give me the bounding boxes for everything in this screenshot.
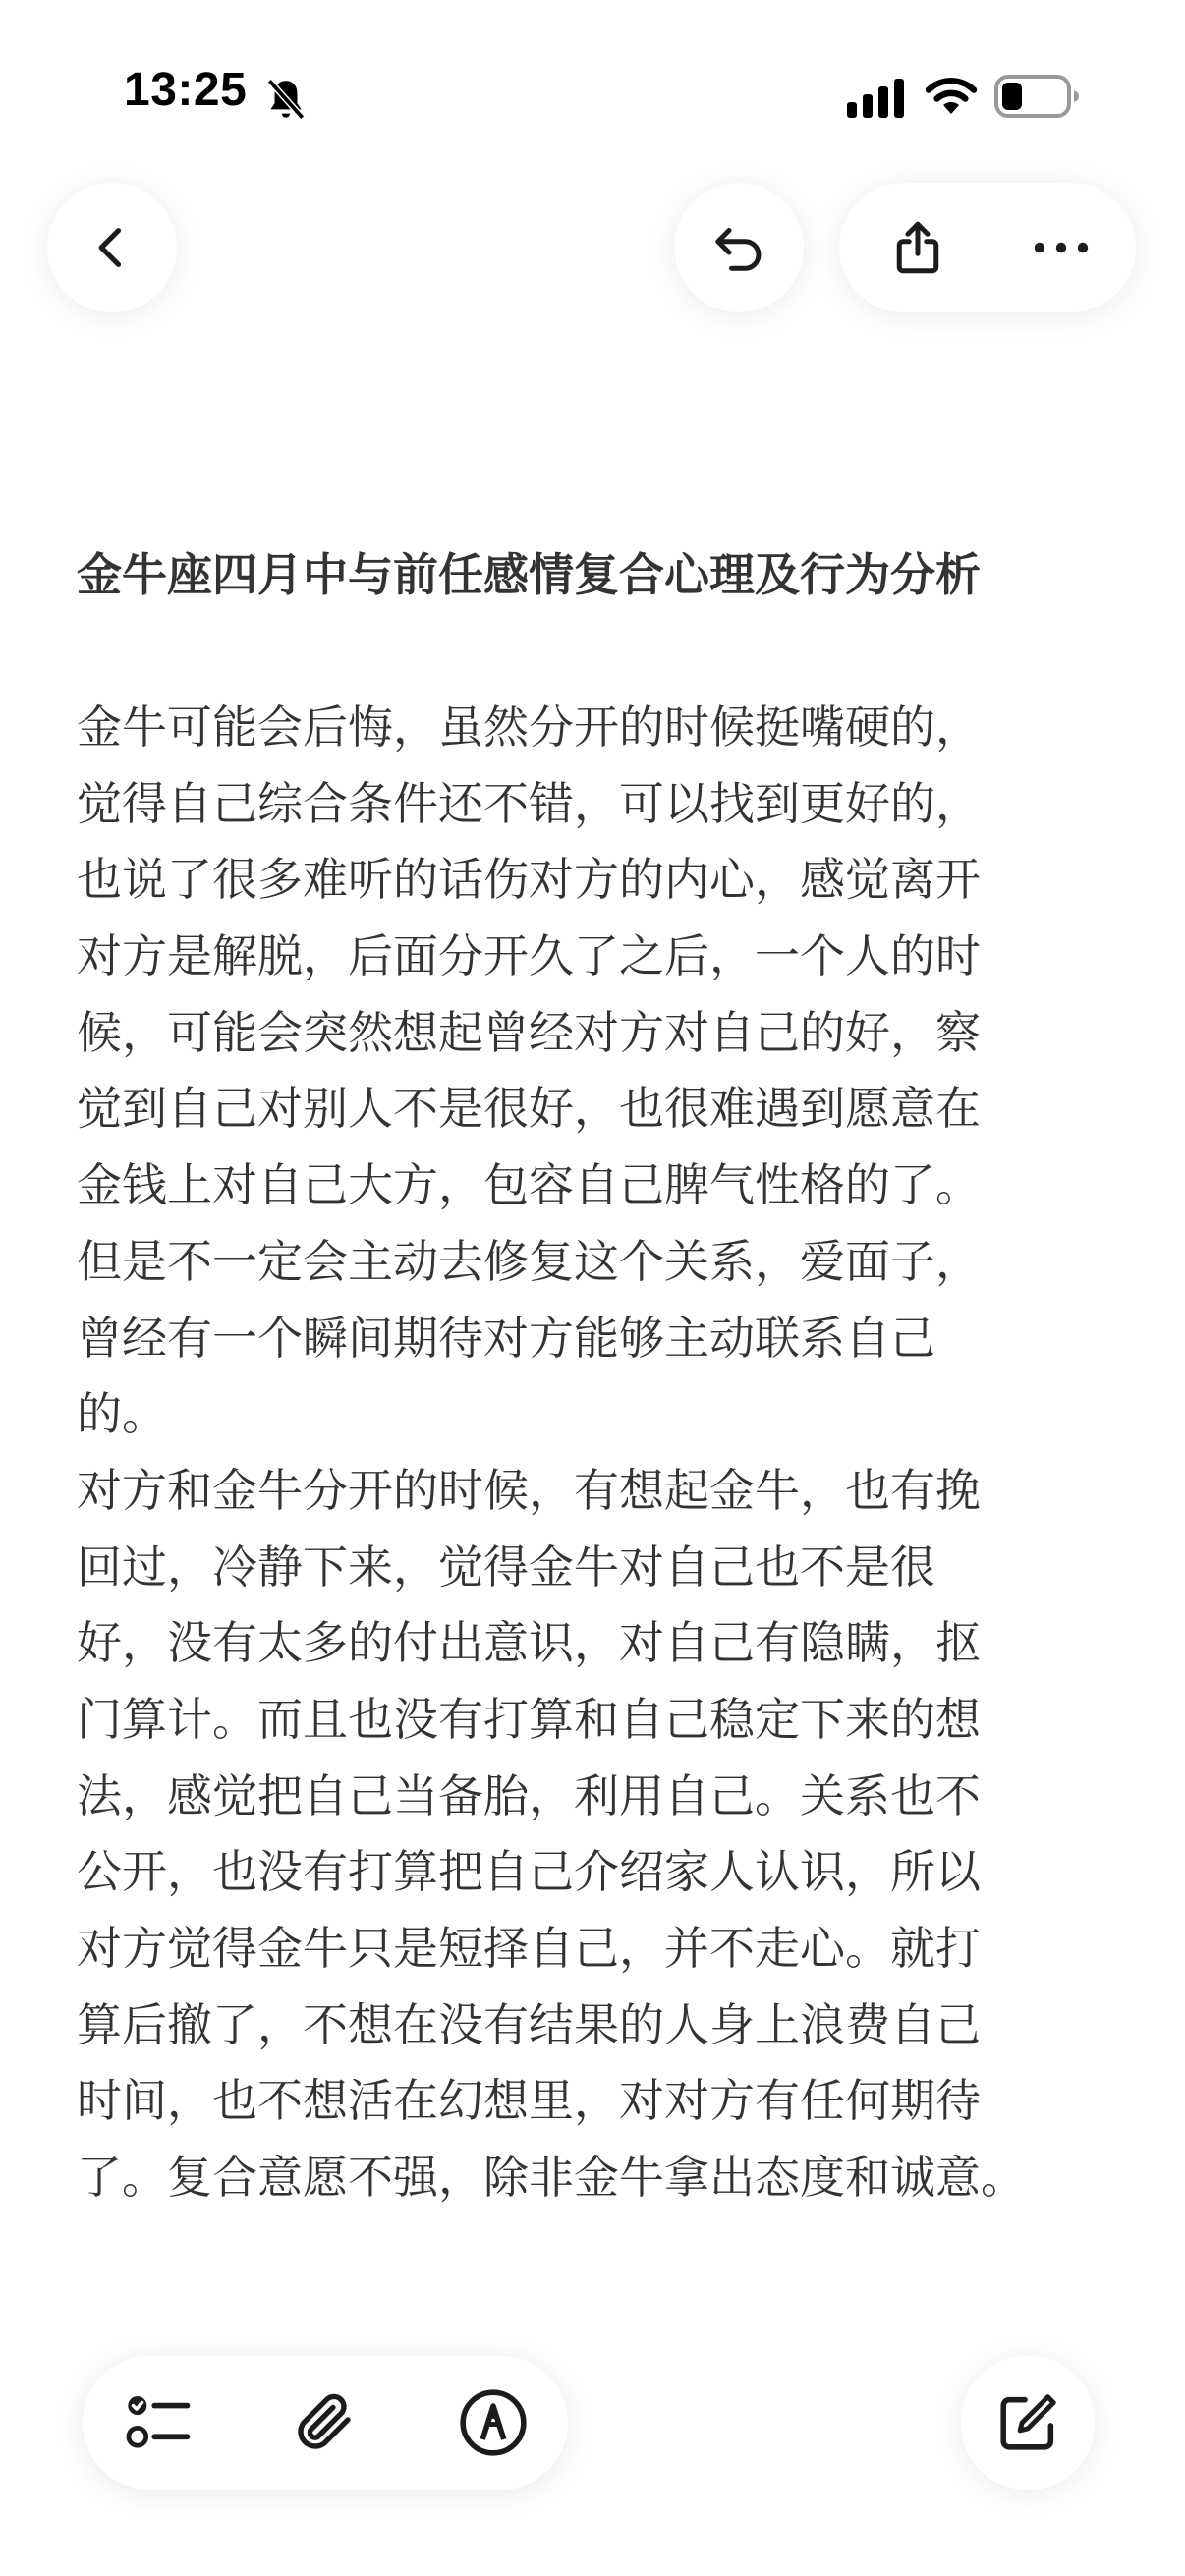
bottom-toolbar	[83, 2356, 568, 2490]
actions-group	[839, 183, 1136, 312]
status-time: 13:25	[124, 64, 248, 116]
share-button[interactable]	[873, 202, 963, 293]
note-line: 公开，也没有打算把自己介绍家人认识，所以	[77, 1845, 981, 1899]
note-line: 觉得自己综合条件还不错，可以找到更好的，	[77, 776, 981, 830]
note-line: 对方和金牛分开的时候，有想起金牛，也有挽	[77, 1463, 981, 1517]
markup-icon	[457, 2386, 530, 2459]
note-line: 金钱上对自己大方，包容自己脾气性格的了。	[77, 1158, 981, 1212]
checklist-button[interactable]	[116, 2380, 202, 2466]
note-title: 金牛座四月中与前任感情复合心理及行为分析	[77, 548, 981, 601]
battery-icon	[994, 75, 1081, 118]
note-line: 曾经有一个瞬间期待对方能够主动联系自己	[77, 1311, 935, 1365]
more-icon	[1030, 236, 1093, 259]
note-line: 好，没有太多的付出意识，对自己有隐瞒，抠	[77, 1616, 981, 1670]
note-line: 也说了很多难听的话伤对方的内心，感觉离开	[77, 853, 981, 907]
undo-icon	[709, 218, 768, 277]
markup-button[interactable]	[450, 2380, 536, 2466]
note-line: 门算计。而且也没有打算和自己稳定下来的想	[77, 1692, 981, 1746]
note-line: 了。复合意愿不强，除非金牛拿出态度和诚意。	[77, 2151, 1026, 2205]
back-chevron-icon	[86, 222, 138, 273]
attachment-icon	[289, 2387, 360, 2458]
wifi-icon	[924, 75, 979, 116]
checklist-icon	[122, 2385, 197, 2460]
undo-button[interactable]	[674, 183, 804, 312]
more-button[interactable]	[1016, 202, 1106, 293]
compose-icon	[993, 2388, 1062, 2457]
note-line: 但是不一定会主动去修复这个关系，爱面子，	[77, 1234, 981, 1288]
cellular-signal-icon	[847, 79, 908, 118]
note-line: 时间，也不想活在幻想里，对对方有任何期待	[77, 2074, 981, 2128]
note-line: 觉到自己对别人不是很好，也很难遇到愿意在	[77, 1082, 981, 1136]
share-icon	[888, 218, 947, 277]
note-line: 金牛可能会后悔，虽然分开的时候挺嘴硬的，	[77, 700, 981, 754]
note-line: 候，可能会突然想起曾经对方对自己的好，察	[77, 1005, 981, 1059]
note-line: 回过，冷静下来，觉得金牛对自己也不是很	[77, 1540, 935, 1594]
attachment-button[interactable]	[281, 2380, 367, 2466]
note-line: 算后撤了，不想在没有结果的人身上浪费自己	[77, 1997, 981, 2051]
bell-off-icon	[261, 75, 310, 124]
note-line: 对方觉得金牛只是短择自己，并不走心。就打	[77, 1922, 981, 1975]
note-body	[77, 690, 1118, 2216]
compose-button[interactable]	[961, 2356, 1095, 2490]
note-line: 法，感觉把自己当备胎，利用自己。关系也不	[77, 1768, 981, 1822]
note-line: 的。	[77, 1387, 167, 1441]
status-bar	[0, 0, 1185, 118]
back-button[interactable]	[47, 183, 177, 312]
note-content[interactable]	[77, 531, 1118, 2216]
note-line: 对方是解脱，后面分开久了之后，一个人的时	[77, 929, 981, 983]
